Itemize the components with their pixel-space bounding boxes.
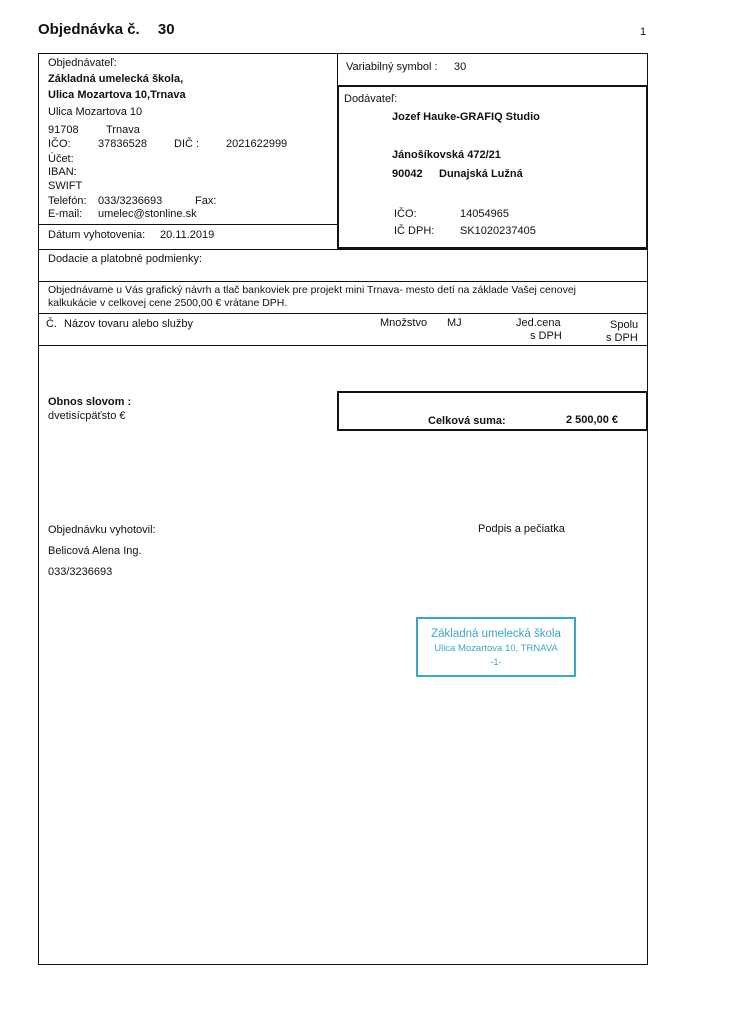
variable-symbol-label: Variabilný symbol : [346, 61, 438, 73]
issued-by-label: Objednávku vyhotovil: [48, 524, 156, 536]
buyer-email-label: E-mail: [48, 208, 83, 220]
buyer-ico-label: IČO: [48, 138, 71, 150]
buyer-iban-label: IBAN: [48, 166, 77, 178]
divider [38, 313, 648, 314]
buyer-address: Ulica Mozartova 10,Trnava [48, 89, 186, 101]
divider [38, 224, 338, 225]
issued-by-phone: 033/3236693 [48, 566, 113, 578]
buyer-ico: 37836528 [98, 138, 147, 150]
terms-label: Dodacie a platobné podmienky: [48, 253, 203, 265]
buyer-dic-label: DIČ : [174, 138, 200, 150]
col-no: Č. [46, 318, 57, 330]
buyer-swift-label: SWIFT [48, 180, 83, 192]
words-value: dvetisícpäťsto € [48, 410, 126, 422]
supplier-ico-label: IČO: [394, 208, 417, 220]
variable-symbol-value: 30 [454, 61, 467, 73]
divider [38, 249, 648, 250]
document-title [38, 21, 175, 38]
col-unit: MJ [447, 317, 462, 329]
words-label: Obnos slovom : [48, 396, 132, 408]
title-label: Objednávka č. [38, 21, 140, 38]
buyer-street: Ulica Mozartova 10 [48, 106, 143, 118]
col-unit-price-sub: s DPH [530, 330, 562, 342]
total-value: 2 500,00 € [566, 414, 618, 426]
order-description-line1: Objednávame u Vás grafický návrh a tlač bankoviek pre projekt mini Trnava- mesto detí na základe Vašej cenovej [48, 284, 576, 296]
stamp-line2: Ulica Mozartova 10, TRNAVA [434, 643, 558, 654]
buyer-account-label: Účet: [48, 153, 74, 165]
supplier-street: Jánošíkovská 472/21 [392, 149, 501, 161]
school-stamp [416, 617, 576, 677]
col-unit-price: Jed.cena [516, 317, 561, 329]
total-label: Celková suma: [428, 415, 506, 427]
supplier-icdph: SK1020237405 [460, 225, 536, 237]
col-qty: Množstvo [380, 317, 428, 329]
signature-label: Podpis a pečiatka [478, 523, 565, 535]
buyer-email: umelec@stonline.sk [98, 208, 197, 220]
buyer-phone: 033/3236693 [98, 195, 163, 207]
buyer-city: Trnava [106, 124, 140, 136]
divider [38, 281, 648, 282]
supplier-city: Dunajská Lužná [439, 168, 523, 180]
issued-by-name: Belicová Alena Ing. [48, 545, 142, 557]
order-number: 30 [157, 21, 175, 38]
buyer-name: Základná umelecká škola, [48, 73, 184, 85]
supplier-label: Dodávateľ: [344, 93, 398, 105]
supplier-icdph-label: IČ DPH: [394, 225, 435, 237]
buyer-label: Objednávateľ: [48, 57, 117, 69]
date-label: Dátum vyhotovenia: [48, 229, 146, 241]
supplier-ico: 14054965 [460, 208, 509, 220]
date-value: 20.11.2019 [160, 229, 215, 241]
col-total: Spolu [610, 319, 639, 331]
col-total-sub: s DPH [606, 332, 638, 344]
buyer-phone-label: Telefón: [48, 195, 87, 207]
page-number: 1 [640, 26, 647, 38]
stamp-line3: -1- [490, 657, 502, 667]
supplier-zip: 90042 [392, 168, 423, 180]
buyer-dic: 2021622999 [226, 138, 288, 150]
supplier-name: Jozef Hauke-GRAFIQ Studio [392, 111, 540, 123]
col-item: Názov tovaru alebo služby [64, 318, 194, 330]
buyer-zip: 91708 [48, 124, 79, 136]
buyer-fax-label: Fax: [195, 195, 217, 207]
order-description-line2: kalkukácie v celkovej cene 2500,00 € vrátane DPH. [48, 297, 288, 309]
stamp-line1: Základná umelecká škola [431, 628, 561, 640]
divider [38, 345, 648, 346]
